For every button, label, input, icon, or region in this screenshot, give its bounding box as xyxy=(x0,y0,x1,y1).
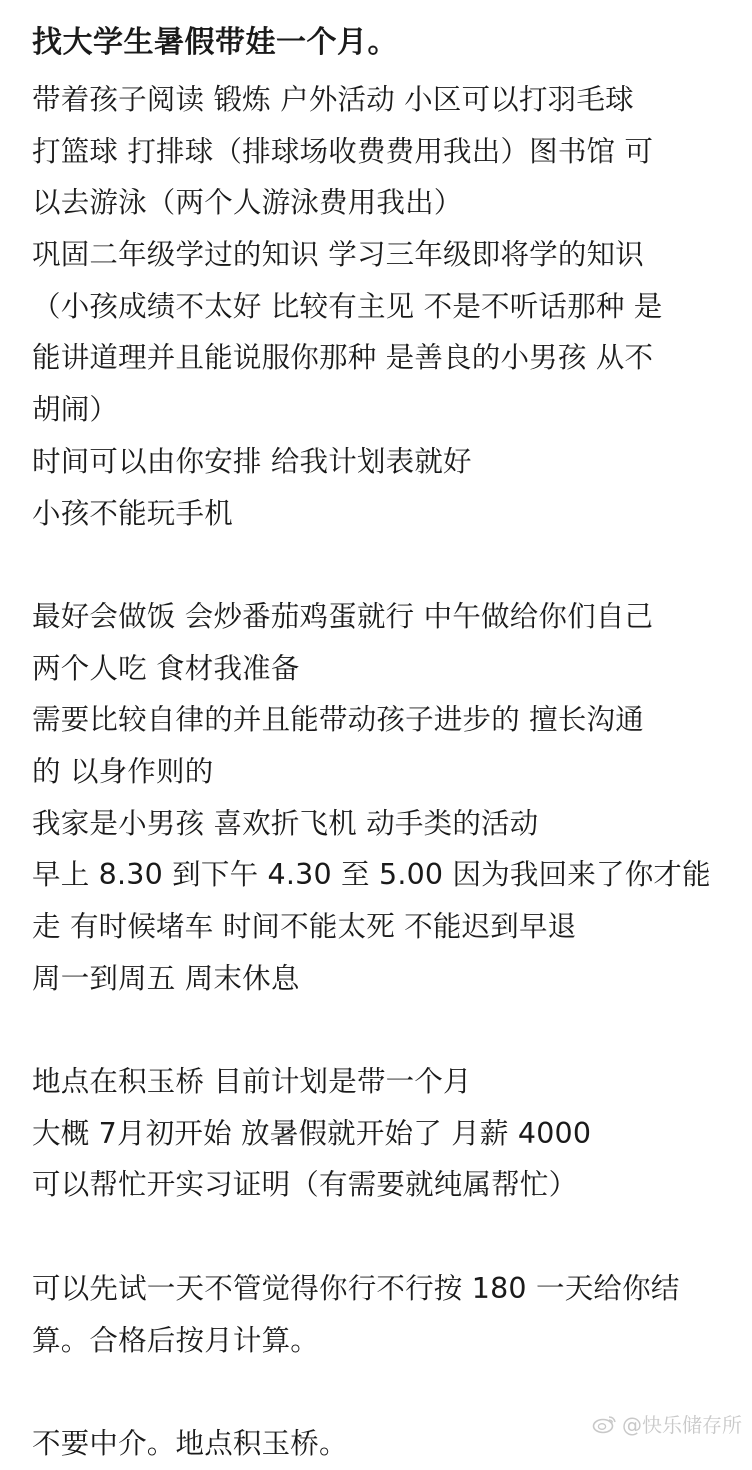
body-line: 小孩不能玩手机 xyxy=(32,496,233,530)
body-line: 走 有时候堵车 时间不能太死 不能迟到早退 xyxy=(32,910,577,943)
body-line: 巩固二年级学过的知识 学习三年级即将学的知识 xyxy=(32,238,644,272)
post-title: 找大学生暑假带娃一个月。 xyxy=(32,25,398,60)
body-line: 带着孩子阅读 锻炼 户外活动 小区可以打羽毛球 xyxy=(32,83,634,116)
body-line: 打篮球 打排球（排球场收费费用我出）图书馆 可 xyxy=(32,134,654,168)
body-line: 时间可以由你安排 给我计划表就好 xyxy=(32,444,472,478)
body-line: 两个人吃 食材我准备 xyxy=(32,651,300,685)
body-line: 算。合格后按月计算。 xyxy=(32,1323,320,1357)
body-line: 不要中介。地点积玉桥。 xyxy=(32,1426,348,1460)
body-line: 的 以身作则的 xyxy=(32,754,214,788)
body-line: 可以帮忙开实习证明（有需要就纯属帮忙） xyxy=(32,1168,578,1202)
watermark-text: @快乐储存所 xyxy=(622,1413,742,1437)
body-line: 我家是小男孩 喜欢折飞机 动手类的活动 xyxy=(32,806,539,840)
post-body xyxy=(32,74,732,1470)
body-line: 能讲道理并且能说服你那种 是善良的小男孩 从不 xyxy=(32,341,654,375)
body-line: 可以先试一天不管觉得你行不行按 180 一天给你结 xyxy=(32,1271,680,1305)
blank-line xyxy=(32,1211,732,1263)
blank-line xyxy=(32,1004,732,1056)
blank-line xyxy=(32,539,732,591)
body-line: 最好会做饭 会炒番茄鸡蛋就行 中午做给你们自己 xyxy=(32,599,654,633)
body-line: 需要比较自律的并且能带动孩子进步的 擅长沟通 xyxy=(32,703,644,737)
body-line: 大概 7月初开始 放暑假就开始了 月薪 4000 xyxy=(32,1116,592,1150)
body-line: 早上 8.30 到下午 4.30 至 5.00 因为我回来了你才能 xyxy=(32,858,711,892)
body-line: 以去游泳（两个人游泳费用我出） xyxy=(32,186,463,220)
weibo-icon xyxy=(592,1414,618,1434)
body-line: 地点在积玉桥 目前计划是带一个月 xyxy=(32,1065,472,1099)
body-line: 胡闹） xyxy=(32,393,119,427)
body-line: （小孩成绩不太好 比较有主见 不是不听话那种 是 xyxy=(32,289,663,323)
body-line: 周一到周五 周末休息 xyxy=(32,961,300,995)
watermark xyxy=(592,1409,742,1438)
